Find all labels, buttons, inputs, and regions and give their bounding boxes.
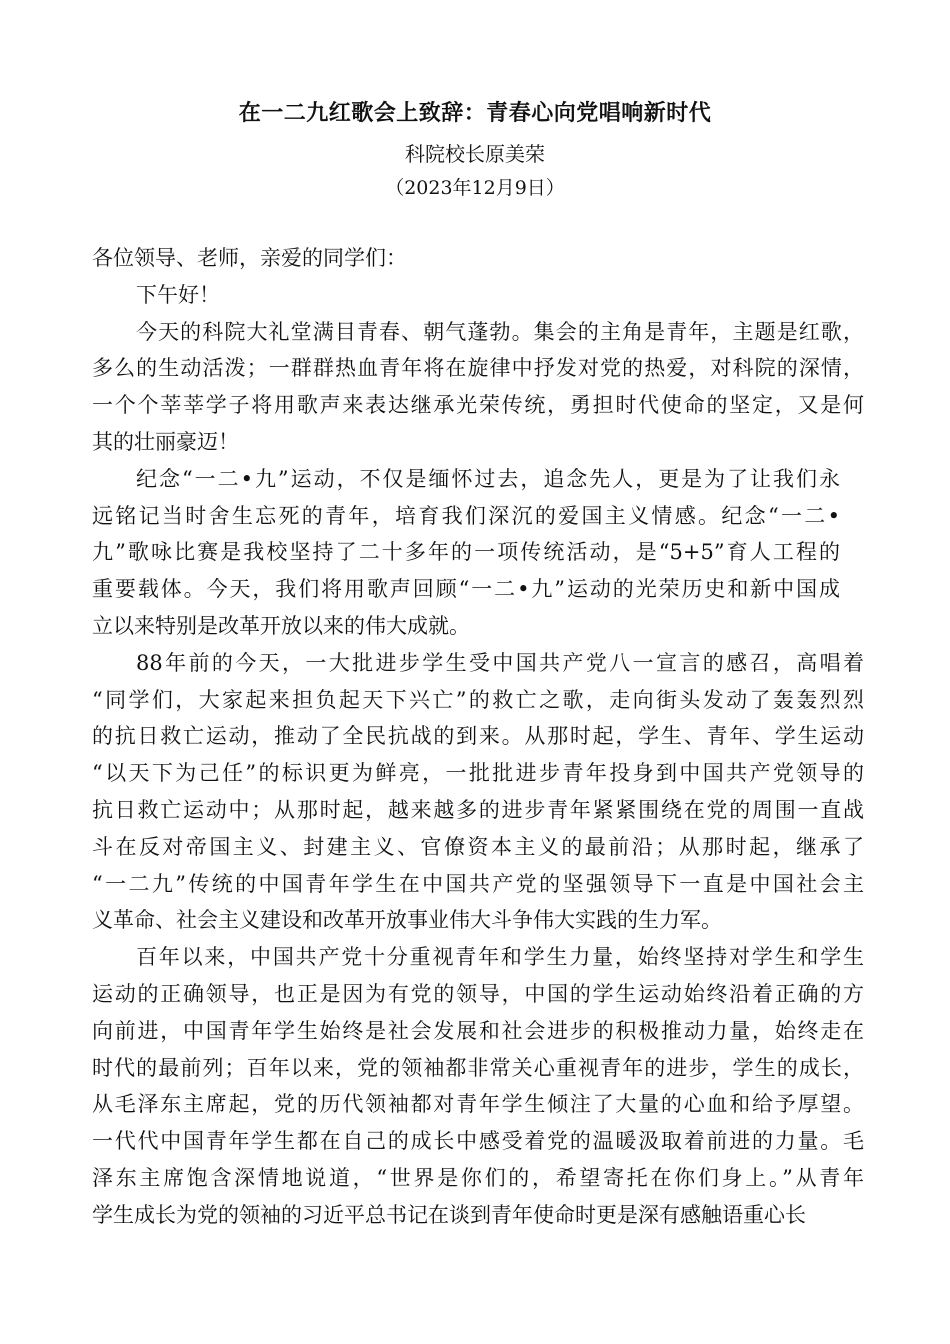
paragraph-line: 学生成长为党的领袖的习近平总书记在谈到青年使命时更是深有感触语重心长 xyxy=(92,1202,806,1227)
document-title: 在一二九红歌会上致辞：青春心向党唱响新时代 xyxy=(238,100,712,126)
paragraph xyxy=(92,314,864,461)
paragraph-line: 斗在反对帝国主义、封建主义、官僚资本主义的最前沿；从那时起，继承了 xyxy=(92,834,864,859)
paragraph-line: 泽东主席饱含深情地说道，“世界是你们的，希望寄托在你们身上。”从青年 xyxy=(92,1165,864,1190)
paragraph-line: 从毛泽东主席起，党的历代领袖都对青年学生倾注了大量的心血和给予厚望。 xyxy=(92,1092,864,1117)
paragraph xyxy=(92,939,864,1233)
paragraph-line: 运动的正确领导，也正是因为有党的领导，中国的学生运动始终沿着正确的方 xyxy=(92,981,864,1006)
paragraph-line: 一代代中国青年学生都在自己的成长中感受着党的温暖汲取着前进的力量。毛 xyxy=(92,1129,864,1154)
paragraph-line: 向前进，中国青年学生始终是社会发展和社会进步的积极推动力量，始终走在 xyxy=(92,1018,864,1043)
paragraph-line: 义革命、社会主义建设和改革开放事业伟大斗争伟大实践的生力军。 xyxy=(92,908,722,933)
paragraph-line: 九”歌咏比赛是我校坚持了二十多年的一项传统活动，是“5+5”育人工程的 xyxy=(92,540,840,565)
paragraph xyxy=(92,461,864,645)
paragraph xyxy=(92,645,864,939)
paragraph-line: 88年前的今天，一大批进步学生受中国共产党八一宣言的感召，高唱着 xyxy=(136,650,864,675)
document-author: 科院校长原美荣 xyxy=(405,142,545,166)
paragraph-line: 的抗日救亡运动，推动了全民抗战的到来。从那时起，学生、青年、学生运动 xyxy=(92,724,864,749)
paragraph-line: “同学们，大家起来担负起天下兴亡”的救亡之歌，走向街头发动了轰轰烈烈 xyxy=(92,687,864,712)
paragraph-line: 重要载体。今天，我们将用歌声回顾“一二•九”运动的光荣历史和新中国成 xyxy=(92,577,840,602)
paragraph-line: 远铭记当时舍生忘死的青年，培育我们深沉的爱国主义情感。纪念“一二• xyxy=(92,503,840,528)
document-body xyxy=(92,240,864,1234)
paragraph-line: 立以来特别是改革开放以来的伟大成就。 xyxy=(92,613,470,638)
greeting: 下午好！ xyxy=(136,282,220,307)
paragraph-line: 百年以来，中国共产党十分重视青年和学生力量，始终坚持对学生和学生 xyxy=(136,945,864,970)
paragraph-line: “一二九”传统的中国青年学生在中国共产党的坚强领导下一直是中国社会主 xyxy=(92,871,864,896)
document-date: （2023年12月9日） xyxy=(385,177,565,199)
paragraph-line: 其的壮丽豪迈！ xyxy=(92,429,239,454)
paragraph-line: 抗日救亡运动中；从那时起，越来越多的进步青年紧紧围绕在党的周围一直战 xyxy=(92,797,864,822)
paragraph-line: “以天下为己任”的标识更为鲜亮，一批批进步青年投身到中国共产党领导的 xyxy=(92,761,864,786)
paragraph-line: 多么的生动活泼；一群群热血青年将在旋律中抒发对党的热爱，对科院的深情， xyxy=(92,356,864,381)
paragraph-line: 纪念“一二•九”运动，不仅是缅怀过去，追念先人，更是为了让我们永 xyxy=(136,466,840,491)
paragraph-line: 今天的科院大礼堂满目青春、朝气蓬勃。集会的主角是青年，主题是红歌， xyxy=(136,319,864,344)
paragraph-line: 一个个莘莘学子将用歌声来表达继承光荣传统，勇担时代使命的坚定，又是何 xyxy=(92,393,864,418)
salutation: 各位领导、老师，亲爱的同学们： xyxy=(92,246,407,270)
paragraph-line: 时代的最前列；百年以来，党的领袖都非常关心重视青年的进步，学生的成长， xyxy=(92,1055,864,1080)
